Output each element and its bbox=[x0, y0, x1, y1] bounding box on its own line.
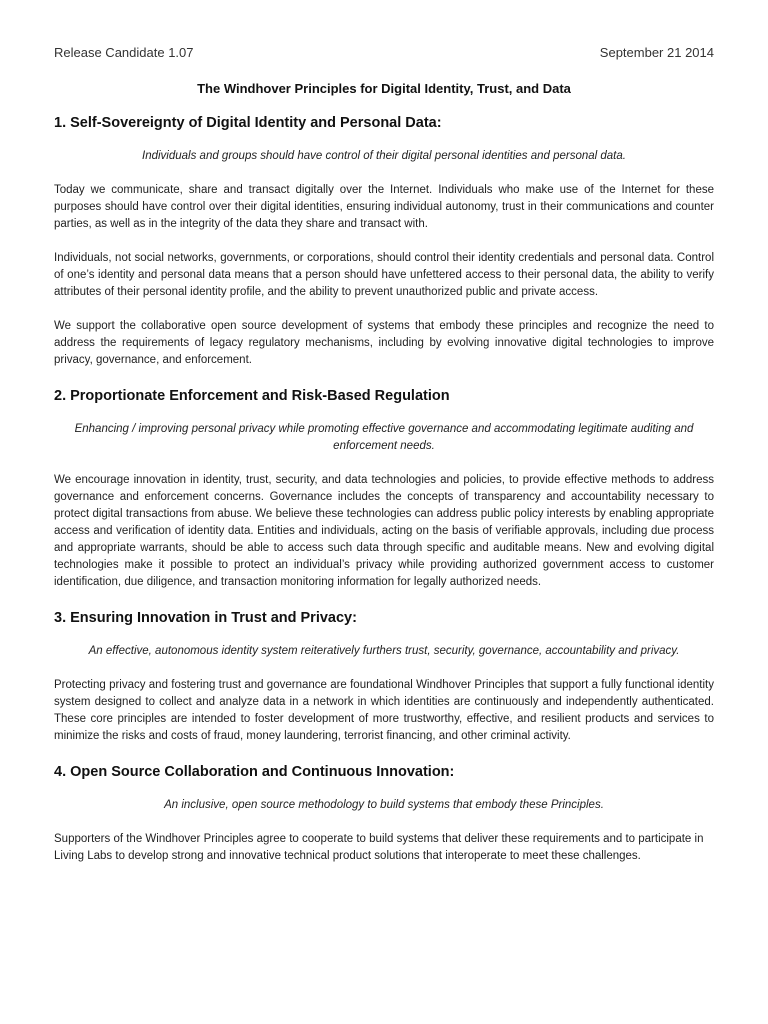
document-title: The Windhover Principles for Digital Identity, Trust, and Data bbox=[197, 81, 571, 96]
section-2 bbox=[54, 386, 714, 591]
paragraph: We encourage innovation in identity, trust, security, and data technologies and policies, to provide effective methods to address governance and enforcement concerns. Governance includes the concepts of transparency and accountability necessary to protect digital transactions from abuse. We believe these technologies can address public policy interests by enabling appropriate access and verification of identity data. Entities and individuals, acting on the basis of verifiable approvals, including due process and appropriate warrants, should be able to access such data through specific and auditable means. New and evolving digital technologies make it possible to protect an individual’s privacy while providing authorized government access to customer identification, due diligence, and transaction monitoring information for legally authorized needs. bbox=[54, 474, 714, 588]
paragraph: Individuals, not social networks, governments, or corporations, should control their identity credentials and personal data. Control of one’s identity and personal data means that a person should have unfettered access to their personal data, the ability to verify attributes of their personal identity profile, and the ability to prevent unauthorized public and private access. bbox=[54, 252, 714, 298]
section-heading: 4. Open Source Collaboration and Continuous Innovation: bbox=[54, 764, 455, 780]
document-page bbox=[54, 44, 714, 865]
paragraph: Today we communicate, share and transact digitally over the Internet. Individuals who make use of the Internet for these purposes should have control over their digital identities, ensuring individual autonomy, trust in their communications and counter parties, as well as in the integrity of the data they share and transact with. bbox=[54, 184, 714, 230]
release-version: Release Candidate 1.07 bbox=[54, 45, 194, 60]
section-3 bbox=[54, 608, 714, 745]
section-heading: 3. Ensuring Innovation in Trust and Privacy: bbox=[54, 610, 357, 626]
section-heading: 1. Self-Sovereignty of Digital Identity and Personal Data: bbox=[54, 115, 442, 131]
document-header bbox=[54, 44, 714, 62]
section-tagline: Individuals and groups should have control of their digital personal identities and personal data. bbox=[142, 150, 626, 162]
section-4 bbox=[54, 762, 714, 865]
paragraph: We support the collaborative open source development of systems that embody these principles and recognize the need to address the requirements of legacy regulatory mechanisms, including by evolving innovative digital technologies to improve privacy, governance, and enforcement. bbox=[54, 320, 714, 366]
section-1 bbox=[54, 113, 714, 369]
section-heading: 2. Proportionate Enforcement and Risk-Based Regulation bbox=[54, 388, 450, 404]
section-tagline: Enhancing / improving personal privacy while promoting effective governance and accommodating legitimate auditing and enforcement needs. bbox=[74, 423, 694, 452]
release-date: September 21 2014 bbox=[599, 45, 714, 60]
paragraph: Protecting privacy and fostering trust and governance are foundational Windhover Principles that support a fully functional identity system designed to collect and analyze data in a network in which identities are continuously and independently authenticated. These core principles are intended to foster development of more trustworthy, effective, and resilient products and services to minimize the risks and costs of fraud, money laundering, terrorist financing, and other criminal activity. bbox=[54, 679, 714, 742]
section-tagline: An inclusive, open source methodology to build systems that embody these Principles. bbox=[164, 799, 604, 811]
section-tagline: An effective, autonomous identity system reiteratively furthers trust, security, governance, accountability and privacy. bbox=[88, 645, 680, 657]
paragraph: Supporters of the Windhover Principles agree to cooperate to build systems that deliver these requirements and to participate in Living Labs to develop strong and innovative technical product solutions that interoperate to meet these challenges. bbox=[54, 833, 704, 862]
